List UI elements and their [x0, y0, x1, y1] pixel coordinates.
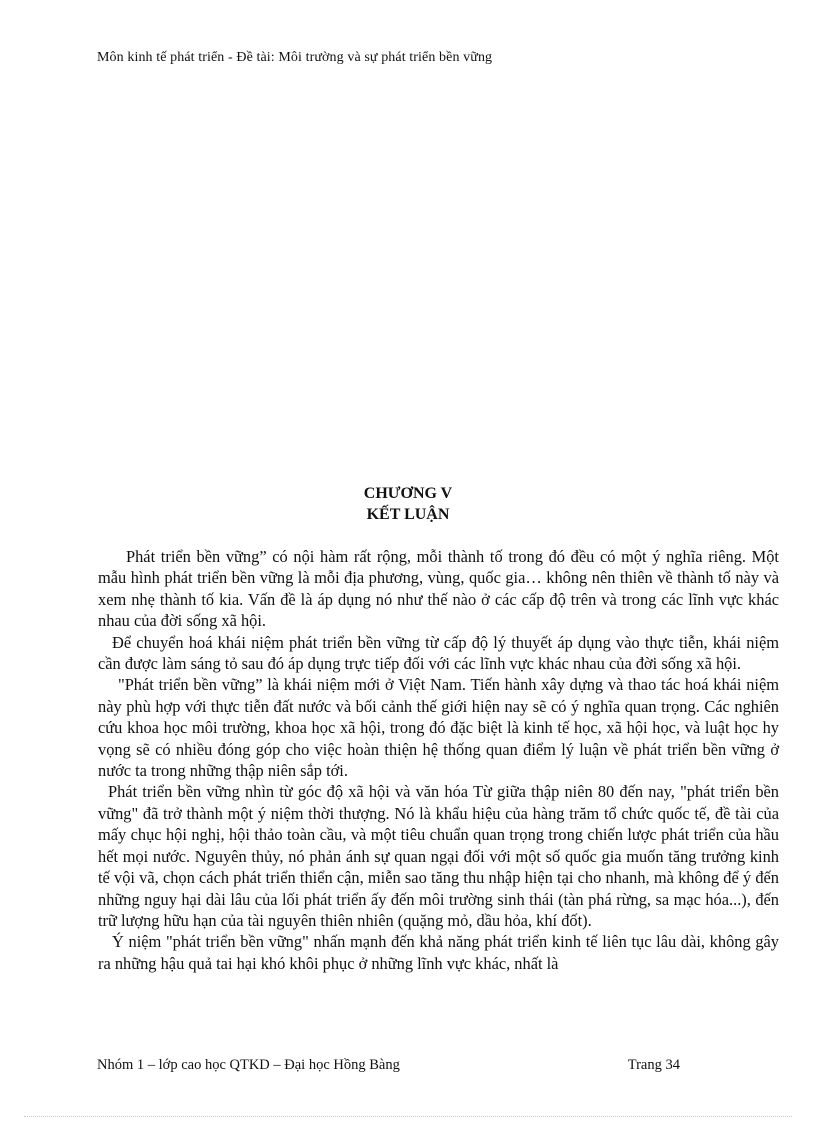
paragraph: Phát triển bền vững” có nội hàm rất rộng, mỗi thành tố trong đó đều có một ý nghĩa riêng. Một mẫu hình phát triển bền vững là mỗi địa phương, vùng, quốc gia… không nên thiên về thành tố này và xem nhẹ thành tố kia. Vấn đề là áp dụng nó như thế nào ở các cấp độ trên và trong các lĩnh vực khác nhau của đời sống xã hội.	[98, 547, 779, 631]
chapter-heading	[0, 483, 816, 525]
chapter-number: CHƯƠNG V	[363, 485, 453, 502]
paragraph: Phát triển bền vững nhìn từ góc độ xã hội và văn hóa Từ giữa thập niên 80 đến nay, "phát triển bền vững" đã trở thành một ý niệm thời thượng. Nó là khẩu hiệu của hàng trăm tổ chức quốc tế, đề tài của mấy chục hội nghị, hội thảo toàn cầu, và một tiêu chuẩn quan trọng trong chiến lược phát triển của hầu hết mọi nước. Nguyên thủy, nó phản ánh sự quan ngại đối với một số quốc gia muốn tăng trưởng kinh tế vội vã, chọn cách phát triển thiển cận, miễn sao tăng thu nhập hiện tại cho nhanh, mà không để ý đến những nguy hại dài lâu của lối phát triển ấy đến môi trường sinh thái (tàn phá rừng, sa mạc hóa...), đến trữ lượng hữu hạn của tài nguyên thiên nhiên (quặng mỏ, dầu hỏa, khí đốt).	[98, 782, 779, 930]
page-footer	[97, 1057, 680, 1074]
paragraph: Để chuyển hoá khái niệm phát triển bền vững từ cấp độ lý thuyết áp dụng vào thực tiễn, khái niệm cần được làm sáng tỏ sau đó áp dụng trực tiếp đối với các lĩnh vực khác nhau của đời sống xã hội.	[98, 632, 779, 674]
body-text	[98, 546, 779, 974]
paragraph: "Phát triển bền vững” là khái niệm mới ở Việt Nam. Tiến hành xây dựng và thao tác hoá khái niệm này phù hợp với thực tiễn đất nước và bối cảnh thế giới hiện nay sẽ có ý nghĩa quan trọng. Các nghiên cứu khoa học môi trường, khoa học xã hội, trong đó đặc biệt là kinh tế học, xã hội học, và luật học hy vọng sẽ có nhiều đóng góp cho việc hoàn thiện hệ thống quan điểm lý luận về phát triển bền vững ở nước ta trong những thập niên sắp tới.	[98, 675, 779, 781]
page-number: Trang 34	[627, 1057, 680, 1073]
paragraph: Ý niệm "phát triển bền vững" nhấn mạnh đến khả năng phát triển kinh tế liên tục lâu dài, không gây ra những hậu quả tai hại khó khôi phục ở những lĩnh vực khác, nhất là	[98, 932, 779, 973]
page-bottom-divider	[24, 1116, 792, 1117]
chapter-title: KẾT LUẬN	[366, 506, 450, 523]
page-header: Môn kinh tế phát triển - Đề tài: Môi trường và sự phát triển bền vững	[97, 50, 493, 65]
footer-group-info: Nhóm 1 – lớp cao học QTKD – Đại học Hồng Bàng	[97, 1057, 400, 1073]
